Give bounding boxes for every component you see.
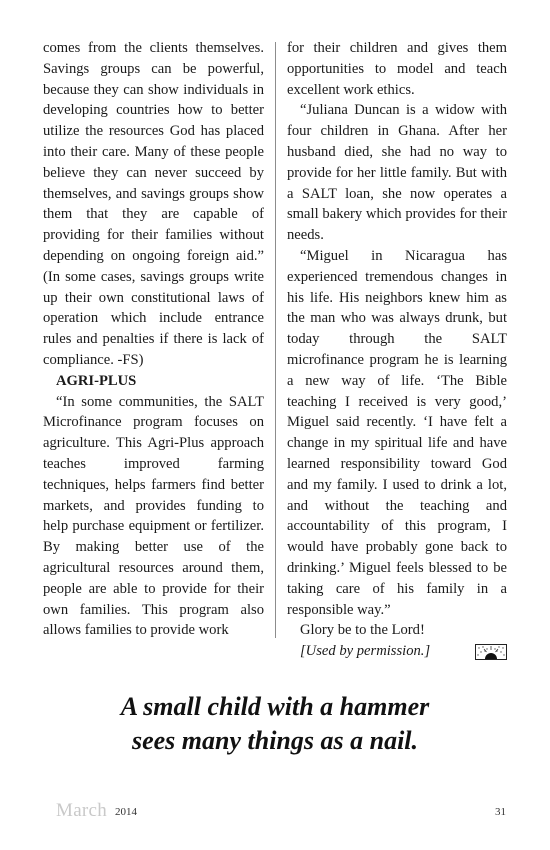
paragraph-agri-plus: “In some communities, the SALT Microfinance program focuses on agriculture. This Agri-Plus approach teaches improved farming techniques, helps farmers find better markets, and provides funding to help purchase equipment or fertilizer. By making better use of the agricultural resources around them, people are able to provide for their own families. This program also allows families to provide work	[43, 393, 264, 639]
pull-quote	[0, 690, 550, 758]
paragraph-savings-groups: comes from the clients themselves. Savings groups can be powerful, because they can show individuals in developing countries how to better utilize the resources God has placed into their care. Many of these people believe they can never succeed by themselves, and savings groups show them that they are capable of providing for their families without depending on ongoing foreign aid.” (In some cases, savings groups write up their own constitutional laws of operation which include entrance rules and penalties if there is lack of compliance. -FS)	[43, 40, 264, 368]
paragraph-miguel: “Miguel in Nicaragua has experienced tremendous changes in his life. His neighbors knew him as the man who was always drunk, but today through the SALT microfinance program he is learning a new way of life. ‘The Bible teaching I received is very good,’ Miguel said recently. ‘I have felt a change in my spiritual life and have learned responsibility toward God and my family. I used to drink a lot, and without the teaching and accountability of this program, I would have probably gone back to drinking.’ Miguel feels blessed to be taking care of his family in a responsible way.”	[287, 247, 507, 618]
paragraph-work-ethics: for their children and gives them opportunities to model and teach excellent work ethics.	[287, 40, 507, 98]
paragraph-glory: Glory be to the Lord!	[300, 622, 425, 639]
page-number: 31	[495, 806, 506, 818]
paragraph-juliana: “Juliana Duncan is a widow with four children in Ghana. After her husband died, she had no way to provide for her little family. But with a SALT loan, she now operates a small bakery which provides for their needs.	[287, 102, 507, 244]
quote-line-1: A small child with a hammer	[120, 692, 430, 721]
section-heading-agri-plus: AGRI-PLUS	[56, 372, 137, 389]
right-column	[287, 38, 507, 662]
footer-year: 2014	[115, 806, 137, 818]
quote-line-2: sees many things as a nail.	[131, 726, 419, 755]
permission-note: [Used by permission.]	[300, 643, 431, 660]
footer-month: March	[56, 800, 108, 821]
column-divider	[275, 42, 276, 638]
permission-row	[287, 641, 507, 662]
sunrise-icon	[475, 644, 507, 660]
left-column	[43, 38, 264, 641]
